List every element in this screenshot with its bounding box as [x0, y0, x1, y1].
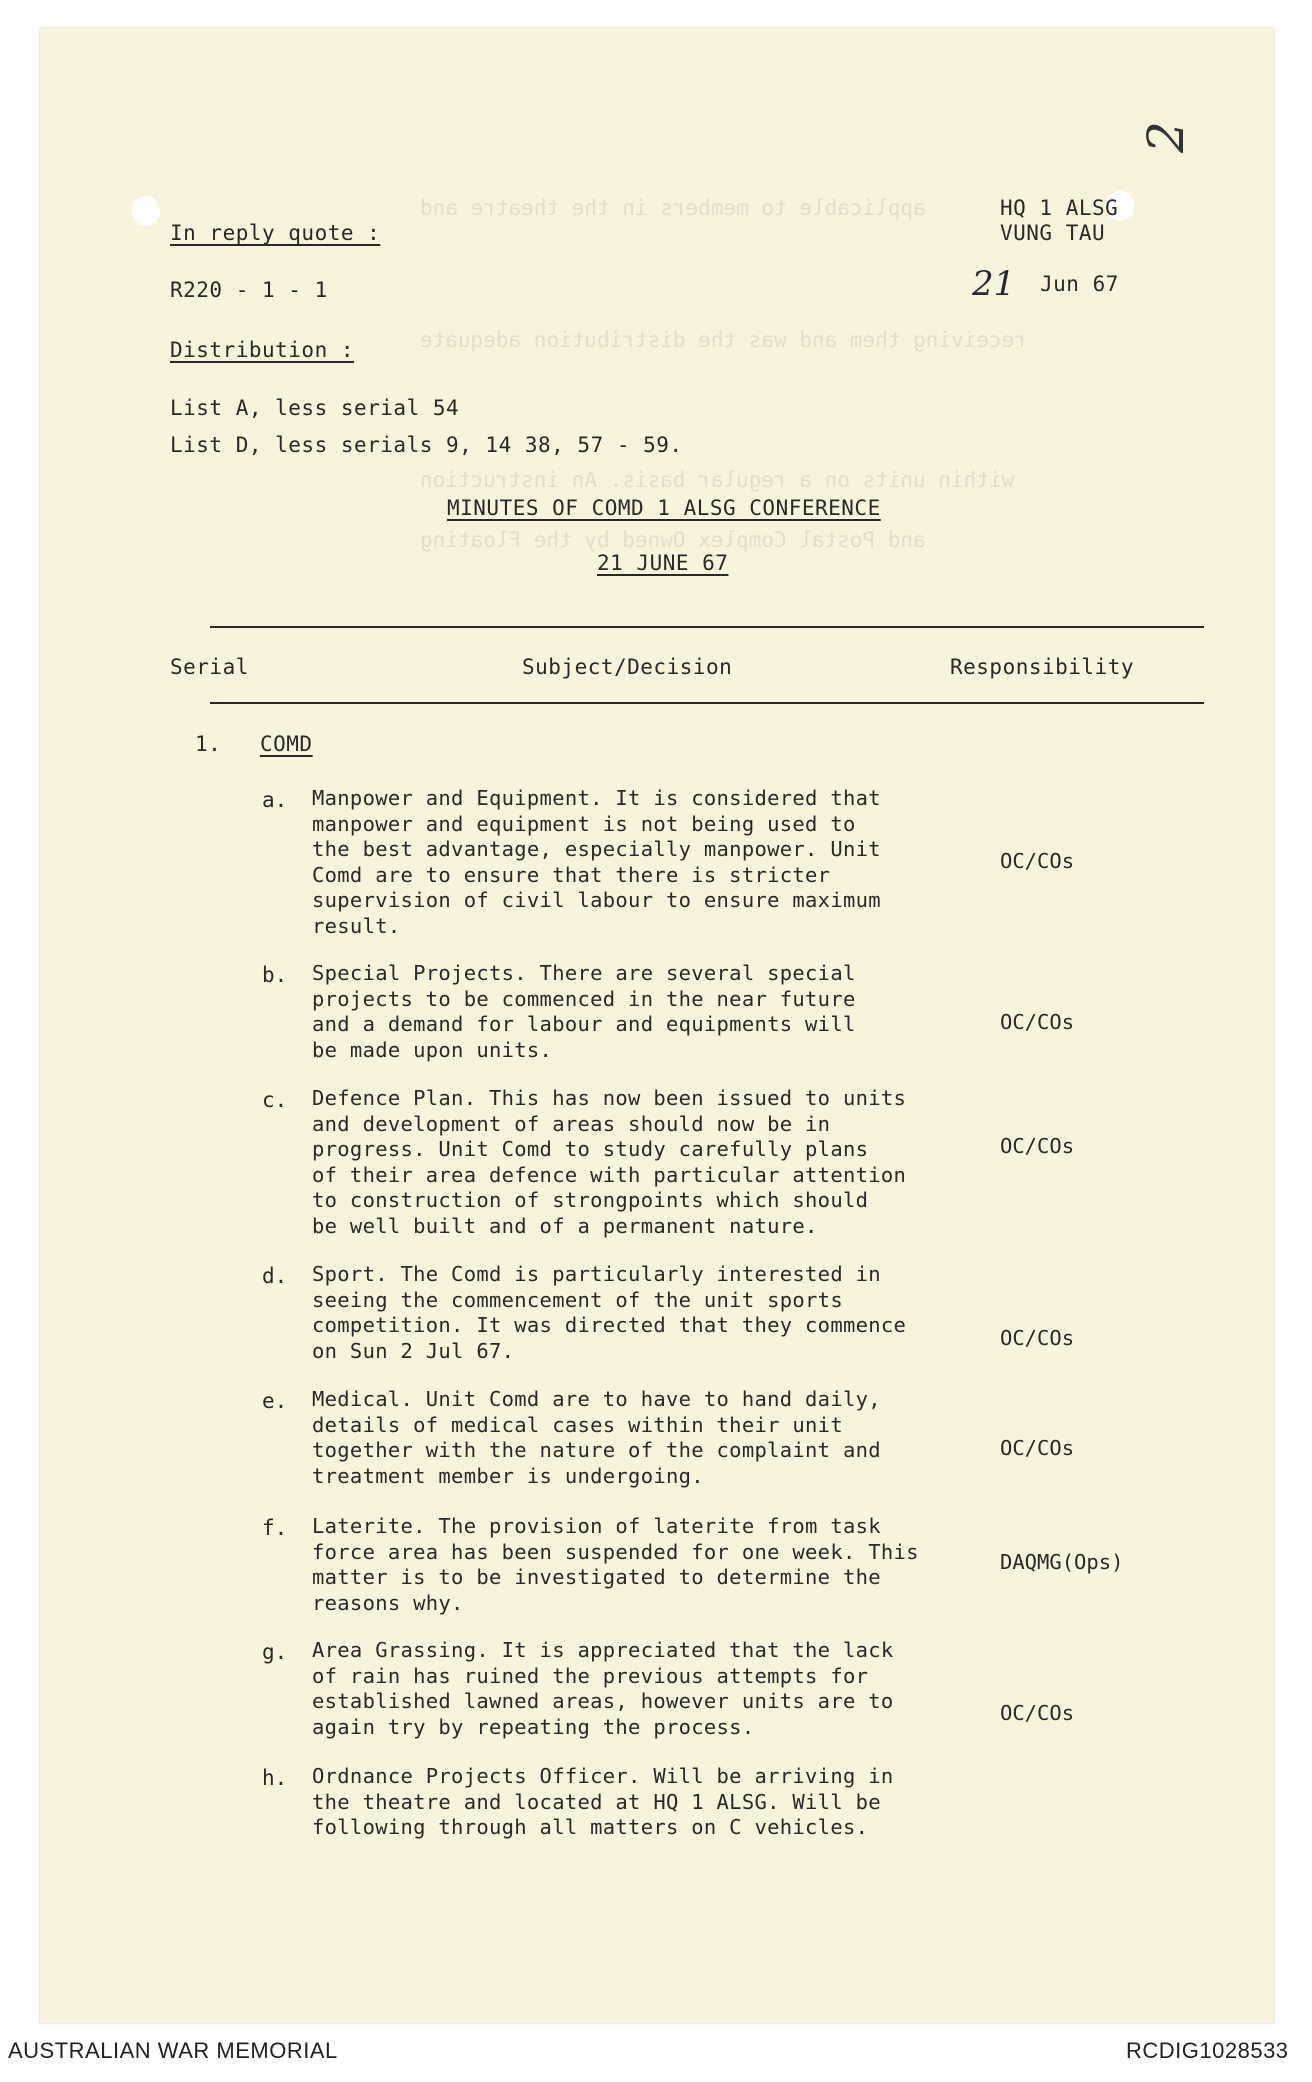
item-label-b: b. [262, 963, 288, 987]
document-page [40, 28, 1274, 2023]
bleed-through: receiving them and was the distribution adequate [420, 328, 1027, 352]
item-text-f: Laterite. The provision of laterite from task force area has been suspended for one week. This matter is to be investigated to determine the reasons why. [312, 1514, 919, 1615]
punch-hole [132, 196, 160, 226]
item-text-a: Manpower and Equipment. It is considered that manpower and equipment is not being used to the best advantage, especially manpower. Unit Comd are to ensure that there is stricter supervision of civil labour to ensure maximum result. [312, 786, 881, 938]
item-label-e: e. [262, 1389, 288, 1413]
footer-record-id: RCDIG1028533 [1126, 2038, 1289, 2063]
bleed-through: within units on a regular basis. An instruction [420, 468, 1015, 492]
item-responsibility-g: OC/COs [1000, 1701, 1075, 1725]
item-text-d: Sport. The Comd is particularly interested in seeing the commencement of the unit sports competition. It was directed that they commence on Sun 2 Jul 67. [312, 1262, 907, 1363]
item-label-g: g. [262, 1640, 288, 1664]
item-label-a: a. [262, 788, 288, 812]
column-header-responsibility: Responsibility [950, 655, 1135, 679]
footer-institution: AUSTRALIAN WAR MEMORIAL [8, 2038, 338, 2063]
item-responsibility-c: OC/COs [1000, 1134, 1075, 1158]
column-header-subject: Subject/Decision [522, 655, 733, 679]
section-title: COMD [260, 732, 313, 756]
section-number: 1. [195, 732, 222, 756]
hq-line-2: VUNG TAU [1000, 221, 1106, 245]
distribution-list-a: List A, less serial 54 [170, 396, 460, 420]
bleed-through: applicable to members in the theatre and [420, 196, 926, 220]
item-text-h: Ordnance Projects Officer. Will be arriving in the theatre and located at HQ 1 ALSG. Will be following through all matters on C vehicles. [312, 1764, 894, 1839]
item-text-g: Area Grassing. It is appreciated that the lack of rain has ruined the previous attempts for established lawned areas, however units are to again try by repeating the process. [312, 1638, 894, 1739]
reference-number: R220 - 1 - 1 [170, 278, 328, 302]
reply-label: In reply quote : [170, 221, 381, 245]
document-title: MINUTES OF COMD 1 ALSG CONFERENCE [447, 496, 881, 520]
item-responsibility-d: OC/COs [1000, 1326, 1075, 1350]
item-text-c: Defence Plan. This has now been issued to units and development of areas should now be in progress. Unit Comd to study carefully plans of their area defence with particular attention to construction of strongpoints which should be well built and of a permanent nature. [312, 1086, 907, 1238]
item-responsibility-b: OC/COs [1000, 1010, 1075, 1034]
hq-line-1: HQ 1 ALSG [1000, 196, 1119, 220]
date-day-handwritten: 21 [972, 264, 1016, 304]
item-label-d: d. [262, 1264, 288, 1288]
document-date: 21 JUNE 67 [597, 551, 729, 575]
table-header-rule [210, 702, 1204, 704]
item-responsibility-f: DAQMG(Ops) [1000, 1550, 1124, 1574]
distribution-list-d: List D, less serials 9, 14 38, 57 - 59. [170, 433, 683, 457]
page-number-mark: 2 [1136, 121, 1195, 153]
item-label-c: c. [262, 1088, 288, 1112]
item-text-b: Special Projects. There are several special projects to be commenced in the near future and a demand for labour and equipments will be made upon units. [312, 961, 856, 1062]
item-label-h: h. [262, 1766, 288, 1790]
item-responsibility-a: OC/COs [1000, 849, 1075, 873]
date-month-year: Jun 67 [1040, 272, 1119, 296]
column-header-serial: Serial [170, 655, 249, 679]
item-responsibility-e: OC/COs [1000, 1436, 1075, 1460]
distribution-label: Distribution : [170, 338, 355, 362]
item-text-e: Medical. Unit Comd are to have to hand daily, details of medical cases within their unit together with the nature of the complaint and treatment member is undergoing. [312, 1387, 881, 1488]
item-label-f: f. [262, 1516, 288, 1540]
bleed-through: and Postal Complex Owned by the Floating [420, 528, 926, 552]
table-top-rule [210, 626, 1204, 628]
